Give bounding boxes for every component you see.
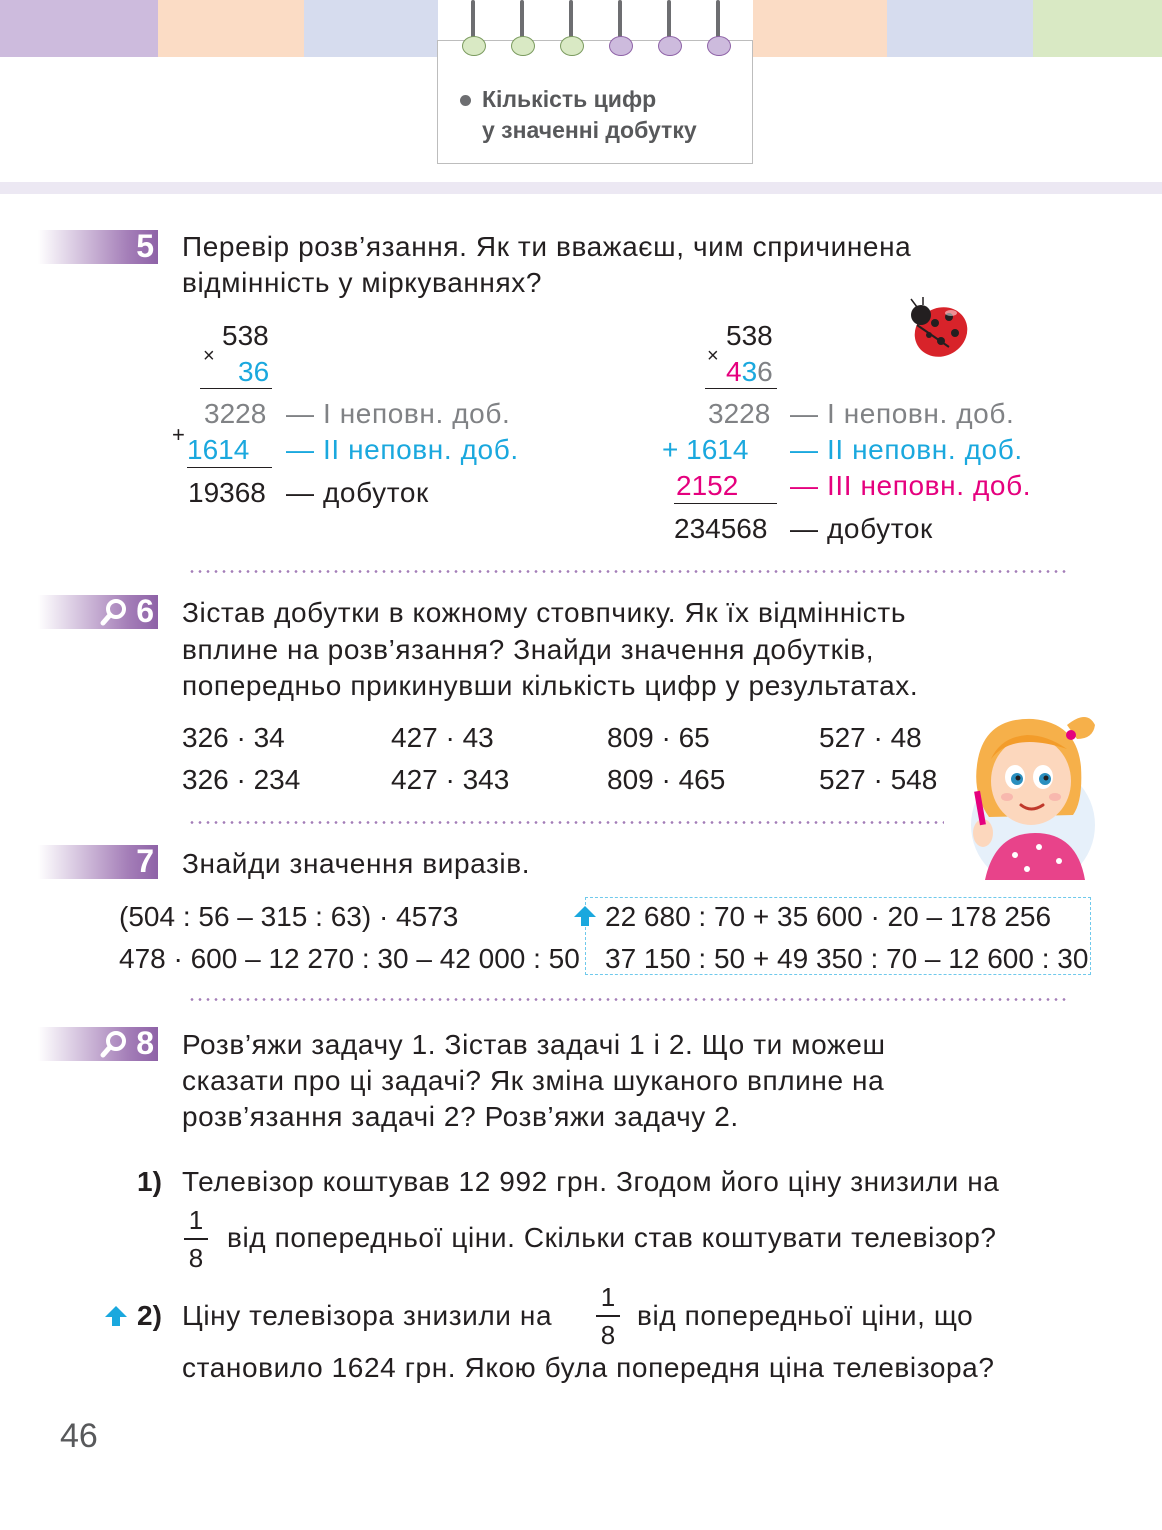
header-strip-3 [304, 0, 438, 57]
dotted-separator [188, 998, 1070, 1001]
left-partial-1-label: — І неповн. доб. [286, 398, 511, 429]
right-partial-1-label: — І неповн. доб. [790, 398, 1015, 429]
task-number: 7 [136, 843, 154, 879]
header-strip-6 [1033, 0, 1162, 57]
right-multiplier: 436 [726, 356, 773, 387]
left-result: 19368 [188, 477, 266, 508]
spiral-ring-icon [509, 0, 535, 58]
product-expression: 427 · 43 [391, 722, 494, 753]
right-result: 234568 [674, 513, 768, 544]
fraction-one-eighth: 1 8 [596, 1282, 620, 1352]
times-sign: × [707, 345, 719, 367]
spiral-ring-icon [656, 0, 682, 58]
left-multiplicand: 538 [222, 320, 269, 351]
task-6-line-1: Зістав добутки в кожному стовпчику. Як їх відмінність [182, 597, 907, 628]
arrow-up-icon [574, 906, 596, 926]
task-6-badge [38, 595, 158, 629]
task-5-badge [38, 230, 158, 264]
bullet-icon [460, 95, 471, 106]
problem-1-line-2: від попередньої ціни. Скільки став коштувати телевізор? [227, 1222, 997, 1253]
right-partial-2: + 1614 [662, 434, 749, 465]
spiral-ring-icon [607, 0, 633, 58]
task-number: 5 [136, 228, 154, 264]
problem-2-number: 2) [137, 1300, 162, 1331]
spiral-ring-icon [460, 0, 486, 58]
problem-2-line-2: становило 1624 грн. Якою була попередня ціна телевізора? [182, 1352, 995, 1383]
task-6-line-2: вплине на розв’язання? Знайди значення добутків, [182, 634, 875, 665]
girl-illustration [955, 705, 1105, 880]
dotted-separator [188, 570, 1070, 573]
divider-line [674, 503, 777, 504]
page-number: 46 [60, 1417, 98, 1455]
task-8-line-3: розв’язання задачі 2? Розв’яжи задачу 2. [182, 1101, 739, 1132]
task-5-line-2: відмінність у міркуваннях? [182, 267, 543, 298]
right-partial-2-label: — ІІ неповн. доб. [790, 434, 1023, 465]
header-strip-5 [887, 0, 1033, 57]
task-number: 6 [136, 593, 154, 629]
dotted-separator [188, 821, 944, 824]
left-partial-1: 3228 [204, 398, 267, 429]
times-sign: × [203, 345, 215, 367]
right-partial-3: 2152 [676, 470, 739, 501]
plus-sign: + [172, 422, 185, 447]
problem-1-line-1: Телевізор коштував 12 992 грн. Згодом його ціну знизили на [182, 1166, 1000, 1197]
topic-line-2: у значенні добутку [482, 117, 697, 143]
product-expression: 527 · 548 [819, 764, 938, 795]
task-8-line-2: сказати про ці задачі? Як зміна шуканого вплине на [182, 1065, 885, 1096]
topic-line-1: Кількість цифр [482, 86, 657, 112]
problem-2-line-1b: від попередньої ціни, що [637, 1300, 974, 1331]
magnifier-icon [100, 1030, 128, 1058]
header-strip-2 [158, 0, 304, 57]
left-partial-2: 1614 [187, 434, 250, 465]
task-number: 8 [136, 1025, 154, 1061]
product-expression: 527 · 48 [819, 722, 922, 753]
task-8-badge [38, 1027, 158, 1061]
expression: 37 150 : 50 + 49 350 : 70 – 12 600 : 30 [605, 943, 1089, 974]
problem-1-number: 1) [137, 1166, 162, 1197]
right-partial-3-label: — ІІІ неповн. доб. [790, 470, 1032, 501]
spiral-ring-icon [705, 0, 731, 58]
task-7-line-1: Знайди значення виразів. [182, 848, 531, 879]
left-result-label: — добуток [286, 477, 429, 508]
task-7-badge [38, 845, 158, 879]
task-5-line-1: Перевір розв’язання. Як ти вважаєш, чим спричинена [182, 231, 912, 262]
topic-card [437, 40, 753, 164]
product-expression: 809 · 465 [607, 764, 726, 795]
task-8-line-1: Розв’яжи задачу 1. Зістав задачі 1 і 2. Що ти можеш [182, 1029, 886, 1060]
right-partial-1: 3228 [708, 398, 771, 429]
header-band [0, 182, 1162, 194]
problem-2-line-1a: Ціну телевізора знизили на [182, 1300, 553, 1331]
divider-line [705, 388, 777, 389]
left-multiplier: 36 [238, 356, 270, 387]
header-strip-1 [0, 0, 158, 57]
product-expression: 326 · 234 [182, 764, 301, 795]
expression: 22 680 : 70 + 35 600 · 20 – 178 256 [605, 901, 1052, 932]
expression: 478 · 600 – 12 270 : 30 – 42 000 : 50 [119, 943, 580, 974]
fraction-one-eighth: 1 8 [184, 1205, 208, 1275]
product-expression: 427 · 343 [391, 764, 510, 795]
spiral-ring-icon [558, 0, 584, 58]
ladybug-illustration [905, 295, 975, 365]
arrow-up-icon [105, 1306, 127, 1326]
product-expression: 809 · 65 [607, 722, 710, 753]
left-partial-2-label: — ІІ неповн. доб. [286, 434, 519, 465]
task-6-line-3: попередньо прикинувши кількість цифр у результатах. [182, 670, 919, 701]
magnifier-icon [100, 598, 128, 626]
right-result-label: — добуток [790, 513, 933, 544]
product-expression: 326 · 34 [182, 722, 285, 753]
expression: (504 : 56 – 315 : 63) · 4573 [119, 901, 459, 932]
right-multiplicand: 538 [726, 320, 773, 351]
divider-line [200, 388, 272, 389]
divider-line [187, 467, 272, 468]
header-strip-4 [753, 0, 887, 57]
